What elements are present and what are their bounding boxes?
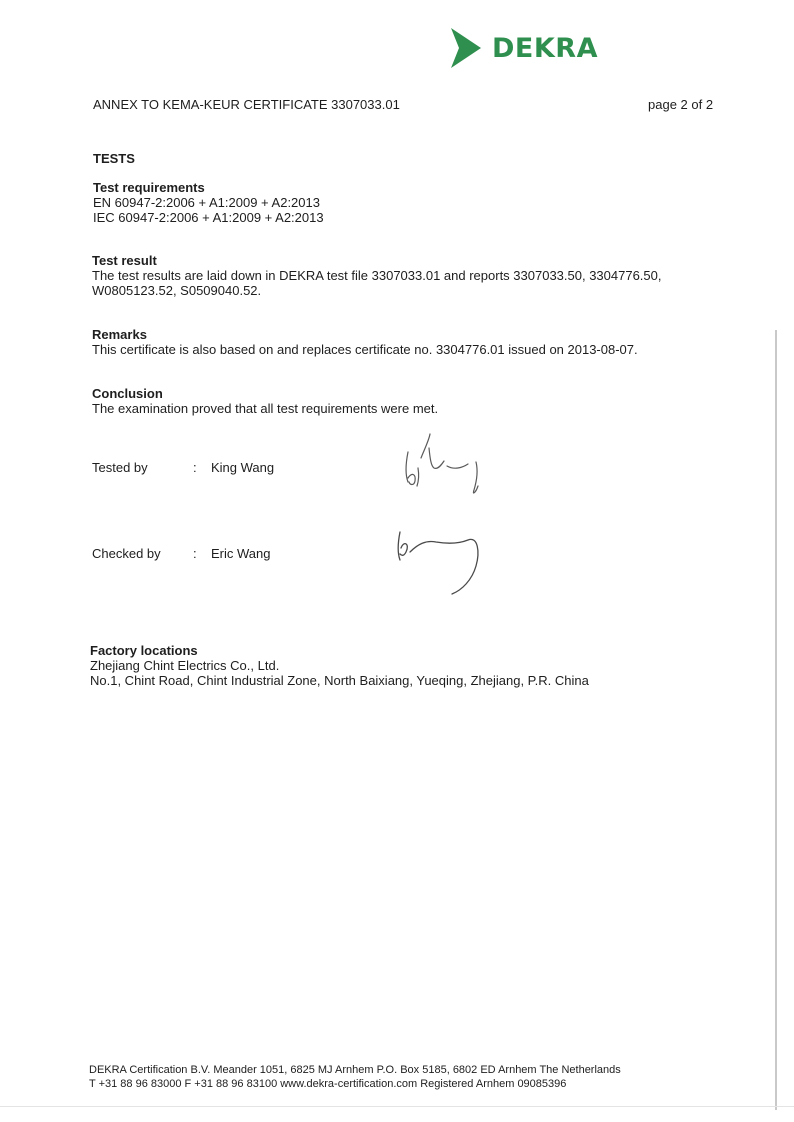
annex-title: ANNEX TO KEMA-KEUR CERTIFICATE 3307033.01 [93, 97, 400, 112]
remarks-section [92, 327, 638, 357]
footer-line: DEKRA Certification B.V. Meander 1051, 6825 MJ Arnhem P.O. Box 5185, 6802 ED Arnhem The Netherlands [89, 1064, 621, 1076]
test-result-section [92, 253, 662, 298]
tests-heading: TESTS [93, 151, 135, 166]
test-requirements-section [93, 180, 324, 225]
checked-by-signature [392, 522, 492, 598]
dekra-arrow-icon [448, 28, 482, 68]
remarks-text: This certificate is also based on and replaces certificate no. 3304776.01 issued on 2013-08-07. [92, 342, 638, 357]
test-result-heading: Test result [92, 253, 157, 268]
footer-line: T +31 88 96 83000 F +31 88 96 83100 www.dekra-certification.com Registered Arnhem 09085396 [89, 1078, 567, 1090]
tested-by-name: King Wang [211, 460, 275, 475]
conclusion-heading: Conclusion [92, 386, 163, 401]
factory-line: Zhejiang Chint Electrics Co., Ltd. [90, 658, 280, 673]
result-line: The test results are laid down in DEKRA test file 3307033.01 and reports 3307033.50, 3304776.50, [92, 268, 662, 283]
checked-by-name: Eric Wang [211, 546, 271, 561]
remarks-heading: Remarks [92, 327, 147, 342]
result-line: W0805123.52, S0509040.52. [92, 283, 262, 298]
logo-text: DEKRA [492, 32, 598, 64]
tested-by-signature [398, 428, 508, 500]
tested-by-separator: : [193, 460, 197, 475]
test-requirements-heading: Test requirements [93, 180, 205, 195]
page-edge-bottom [0, 1106, 794, 1107]
requirement-line: EN 60947-2:2006 + A1:2009 + A2:2013 [93, 195, 320, 210]
page-number: page 2 of 2 [648, 97, 714, 112]
checked-by-separator: : [193, 546, 197, 561]
conclusion-section [92, 386, 438, 416]
requirement-line: IEC 60947-2:2006 + A1:2009 + A2:2013 [93, 210, 324, 225]
factory-section [90, 643, 589, 688]
footer [89, 1063, 621, 1091]
checked-by-label: Checked by [92, 546, 161, 561]
factory-heading: Factory locations [90, 643, 198, 658]
conclusion-text: The examination proved that all test requirements were met. [92, 401, 439, 416]
page-edge-right [775, 330, 777, 1110]
tested-by-label: Tested by [92, 460, 148, 475]
factory-line: No.1, Chint Road, Chint Industrial Zone, North Baixiang, Yueqing, Zhejiang, P.R. China [90, 673, 589, 688]
dekra-logo [448, 28, 598, 68]
